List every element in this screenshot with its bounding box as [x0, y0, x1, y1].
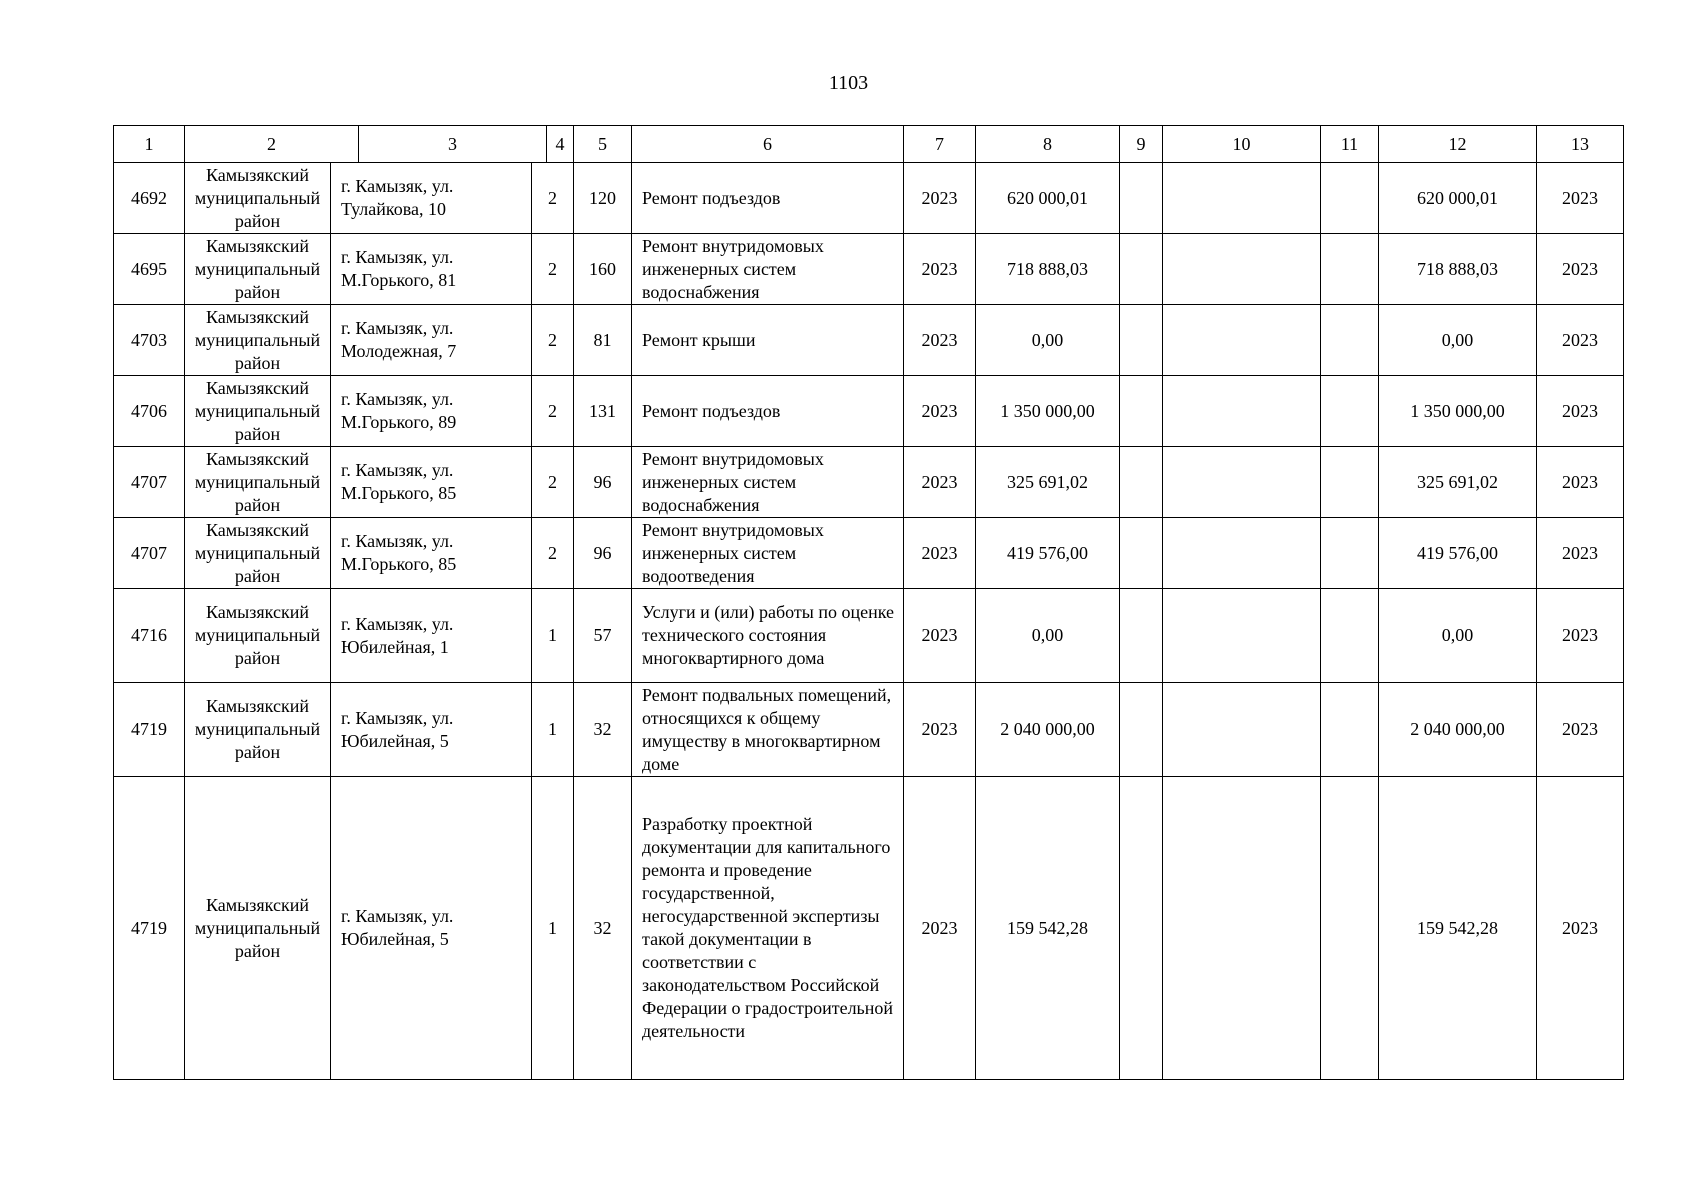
- row-col-9: [1120, 376, 1163, 447]
- row-year: 2023: [904, 589, 976, 683]
- row-amount: 1 350 000,00: [976, 376, 1120, 447]
- row-col-9: [1120, 518, 1163, 589]
- row-amount: 2 040 000,00: [976, 683, 1120, 777]
- header-cell-7: 7: [904, 126, 976, 163]
- table-row: [114, 683, 1624, 777]
- row-col-11: [1321, 376, 1379, 447]
- row-col-12: 159 542,28: [1379, 777, 1537, 1080]
- row-col-4: 1: [532, 589, 574, 683]
- row-col-12: 1 350 000,00: [1379, 376, 1537, 447]
- table-row: [114, 777, 1624, 1080]
- row-year: 2023: [904, 305, 976, 376]
- row-work-type: Ремонт внутридомовых инженерных систем водоснабжения: [632, 234, 904, 305]
- row-col-9: [1120, 447, 1163, 518]
- row-id: 4707: [114, 518, 185, 589]
- row-amount: 718 888,03: [976, 234, 1120, 305]
- row-address: г. Камызяк, ул. М.Горького, 89: [331, 376, 532, 447]
- row-col-13: 2023: [1537, 234, 1624, 305]
- row-col-4: 2: [532, 447, 574, 518]
- row-work-type: Ремонт крыши: [632, 305, 904, 376]
- header-cell-5: 5: [574, 126, 632, 163]
- row-col-13: 2023: [1537, 163, 1624, 234]
- row-col-10: [1163, 163, 1321, 234]
- row-col-4: 1: [532, 777, 574, 1080]
- row-year: 2023: [904, 234, 976, 305]
- row-year: 2023: [904, 777, 976, 1080]
- row-col-9: [1120, 305, 1163, 376]
- table-row: [114, 447, 1624, 518]
- row-col-12: 0,00: [1379, 305, 1537, 376]
- row-municipality: Камызякский муниципальный район: [185, 518, 331, 589]
- row-municipality: Камызякский муниципальный район: [185, 305, 331, 376]
- row-id: 4692: [114, 163, 185, 234]
- row-year: 2023: [904, 376, 976, 447]
- row-col-12: 718 888,03: [1379, 234, 1537, 305]
- row-col-10: [1163, 447, 1321, 518]
- row-col-5: 120: [574, 163, 632, 234]
- row-work-type: Ремонт внутридомовых инженерных систем водоснабжения: [632, 447, 904, 518]
- header-cell-1: 1: [114, 126, 185, 163]
- row-col-13: 2023: [1537, 447, 1624, 518]
- row-col-11: [1321, 518, 1379, 589]
- header-cell-13: 13: [1537, 126, 1624, 163]
- table-row: [114, 589, 1624, 683]
- row-address: г. Камызяк, ул. М.Горького, 85: [331, 518, 532, 589]
- row-amount: 620 000,01: [976, 163, 1120, 234]
- row-amount: 159 542,28: [976, 777, 1120, 1080]
- row-col-10: [1163, 376, 1321, 447]
- row-work-type: Ремонт подъездов: [632, 163, 904, 234]
- row-id: 4703: [114, 305, 185, 376]
- table-row: [114, 234, 1624, 305]
- row-col-10: [1163, 234, 1321, 305]
- row-col-4: 2: [532, 163, 574, 234]
- row-work-type: Ремонт внутридомовых инженерных систем водоотведения: [632, 518, 904, 589]
- row-address: г. Камызяк, ул. М.Горького, 85: [331, 447, 532, 518]
- row-col-12: 325 691,02: [1379, 447, 1537, 518]
- row-id: 4719: [114, 777, 185, 1080]
- row-id: 4719: [114, 683, 185, 777]
- row-amount: 325 691,02: [976, 447, 1120, 518]
- row-col-11: [1321, 163, 1379, 234]
- row-col-10: [1163, 683, 1321, 777]
- row-municipality: Камызякский муниципальный район: [185, 447, 331, 518]
- header-cell-3: 3: [359, 126, 547, 162]
- row-year: 2023: [904, 447, 976, 518]
- row-municipality: Камызякский муниципальный район: [185, 683, 331, 777]
- row-col-9: [1120, 163, 1163, 234]
- row-municipality: Камызякский муниципальный район: [185, 589, 331, 683]
- row-address: г. Камызяк, ул. Тулайкова, 10: [331, 163, 532, 234]
- row-amount: 0,00: [976, 305, 1120, 376]
- row-municipality: Камызякский муниципальный район: [185, 163, 331, 234]
- row-col-11: [1321, 234, 1379, 305]
- table-row: [114, 518, 1624, 589]
- row-col-5: 32: [574, 683, 632, 777]
- row-col-12: 620 000,01: [1379, 163, 1537, 234]
- row-year: 2023: [904, 163, 976, 234]
- page-number: 1103: [828, 72, 869, 94]
- row-col-13: 2023: [1537, 589, 1624, 683]
- row-amount: 419 576,00: [976, 518, 1120, 589]
- row-col-11: [1321, 589, 1379, 683]
- row-year: 2023: [904, 683, 976, 777]
- row-col-9: [1120, 777, 1163, 1080]
- row-col-12: 2 040 000,00: [1379, 683, 1537, 777]
- header-cell-4: 4: [555, 133, 565, 154]
- header-cell-2: 2: [185, 126, 359, 162]
- row-col-12: 0,00: [1379, 589, 1537, 683]
- row-work-type: Ремонт подвальных помещений, относящихся к общему имуществу в многоквартирном доме: [632, 683, 904, 777]
- row-id: 4716: [114, 589, 185, 683]
- row-work-type: Разработку проектной документации для капитального ремонта и проведение государственной, негосударственной экспертизы такой документации в соответствии с законодательством Российской Федерации о градостроительной деятельности: [632, 777, 904, 1080]
- row-col-5: 81: [574, 305, 632, 376]
- row-col-5: 96: [574, 447, 632, 518]
- row-municipality: Камызякский муниципальный район: [185, 234, 331, 305]
- row-col-13: 2023: [1537, 376, 1624, 447]
- row-address: г. Камызяк, ул. М.Горького, 81: [331, 234, 532, 305]
- table-row: [114, 305, 1624, 376]
- row-col-4: 2: [532, 305, 574, 376]
- header-cell-9: 9: [1120, 126, 1163, 163]
- row-col-5: 32: [574, 777, 632, 1080]
- row-col-13: 2023: [1537, 518, 1624, 589]
- row-col-9: [1120, 589, 1163, 683]
- row-year: 2023: [904, 518, 976, 589]
- row-col-4: 2: [532, 234, 574, 305]
- row-col-5: 96: [574, 518, 632, 589]
- row-col-5: 131: [574, 376, 632, 447]
- header-row: [114, 126, 1624, 163]
- header-cell-10: 10: [1163, 126, 1321, 163]
- row-amount: 0,00: [976, 589, 1120, 683]
- row-col-12: 419 576,00: [1379, 518, 1537, 589]
- row-work-type: Ремонт подъездов: [632, 376, 904, 447]
- row-col-11: [1321, 777, 1379, 1080]
- row-id: 4707: [114, 447, 185, 518]
- row-col-11: [1321, 305, 1379, 376]
- row-col-13: 2023: [1537, 683, 1624, 777]
- header-cell-11: 11: [1321, 126, 1379, 163]
- table-row: [114, 376, 1624, 447]
- row-col-10: [1163, 518, 1321, 589]
- row-address: г. Камызяк, ул. Юбилейная, 1: [331, 589, 532, 683]
- data-table: [113, 125, 1624, 1080]
- row-col-4: 2: [532, 376, 574, 447]
- row-municipality: Камызякский муниципальный район: [185, 777, 331, 1080]
- row-col-10: [1163, 305, 1321, 376]
- row-municipality: Камызякский муниципальный район: [185, 376, 331, 447]
- row-col-11: [1321, 683, 1379, 777]
- header-cell-6: 6: [632, 126, 904, 163]
- row-col-10: [1163, 589, 1321, 683]
- row-col-9: [1120, 683, 1163, 777]
- row-col-9: [1120, 234, 1163, 305]
- row-work-type: Услуги и (или) работы по оценке технического состояния многоквартирного дома: [632, 589, 904, 683]
- row-address: г. Камызяк, ул. Юбилейная, 5: [331, 683, 532, 777]
- row-col-11: [1321, 447, 1379, 518]
- row-col-13: 2023: [1537, 305, 1624, 376]
- row-col-5: 160: [574, 234, 632, 305]
- header-cell-group-2-4: [185, 126, 574, 163]
- row-address: г. Камызяк, ул. Юбилейная, 5: [331, 777, 532, 1080]
- table-row: [114, 163, 1624, 234]
- header-cell-12: 12: [1379, 126, 1537, 163]
- row-col-5: 57: [574, 589, 632, 683]
- row-col-10: [1163, 777, 1321, 1080]
- row-id: 4695: [114, 234, 185, 305]
- row-col-4: 2: [532, 518, 574, 589]
- row-col-4: 1: [532, 683, 574, 777]
- header-cell-8: 8: [976, 126, 1120, 163]
- row-id: 4706: [114, 376, 185, 447]
- row-col-13: 2023: [1537, 777, 1624, 1080]
- row-address: г. Камызяк, ул. Молодежная, 7: [331, 305, 532, 376]
